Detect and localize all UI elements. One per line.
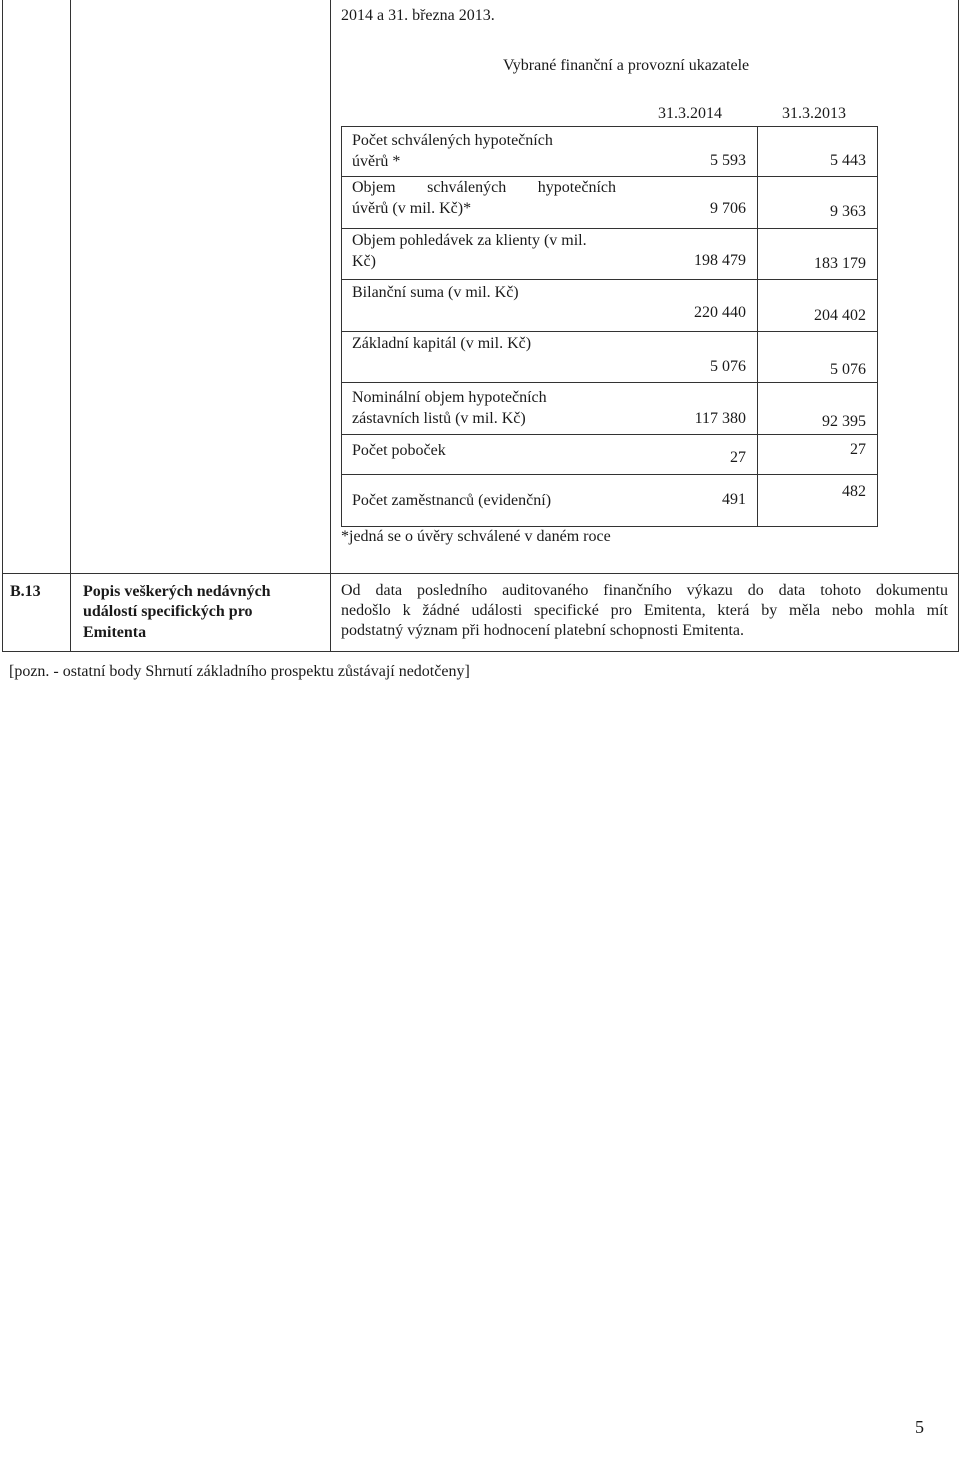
value-2013-approved-loans-count: 5 443 (830, 152, 866, 169)
row-label-approved-loans-volume-line2: úvěrů (v mil. Kč)* (352, 200, 472, 217)
row-label-client-receivables-line2: Kč) (352, 253, 376, 270)
value-2014-approved-loans-volume: 9 706 (710, 200, 746, 217)
column-header-2013: 31.3.2013 (782, 105, 846, 122)
table-title: Vybrané finanční a provozní ukazatele (503, 57, 750, 74)
editorial-note: [pozn. - ostatní body Shrnutí základního prospektu zůstávají nedotčeny] (9, 663, 470, 680)
row-label-employees: Počet zaměstnanců (evidenční) (352, 492, 552, 509)
value-2014-mortgage-bonds: 117 380 (694, 410, 746, 427)
value-2014-client-receivables: 198 479 (694, 252, 746, 269)
value-2014-approved-loans-count: 5 593 (710, 152, 746, 169)
section-body-b13-line2: nedošlo k žádné události specifické pro Emitenta, která by měla nebo mohla mít (341, 602, 948, 619)
value-2013-share-capital: 5 076 (830, 361, 866, 378)
row-label-balance-sum: Bilanční suma (v mil. Kč) (352, 284, 519, 301)
value-2013-approved-loans-volume: 9 363 (830, 203, 866, 220)
section-code-b13: B.13 (10, 583, 41, 600)
row-label-mortgage-bonds-line1: Nominální objem hypotečních (352, 389, 547, 406)
row-label-approved-loans-count-line2: úvěrů * (352, 153, 401, 170)
row-label-share-capital: Základní kapitál (v mil. Kč) (352, 335, 532, 352)
section-body-b13-line3: podstatný význam při hodnocení platební schopnosti Emitenta. (341, 622, 745, 639)
value-2013-client-receivables: 183 179 (814, 255, 866, 272)
value-2013-employees: 482 (842, 483, 866, 500)
section-heading-b13-line2: událostí specifických pro (83, 603, 253, 620)
intro-text-tail: 2014 a 31. března 2013. (341, 7, 495, 24)
value-2014-balance-sum: 220 440 (694, 304, 746, 321)
value-2013-mortgage-bonds: 92 395 (822, 413, 866, 430)
page-number: 5 (915, 1417, 924, 1437)
value-2014-share-capital: 5 076 (710, 358, 746, 375)
column-header-2014: 31.3.2014 (658, 105, 722, 122)
value-2014-employees: 491 (722, 491, 746, 508)
section-heading-b13-line3: Emitenta (83, 624, 147, 641)
row-label-approved-loans-volume-line1: Objem schválených hypotečních (352, 179, 616, 196)
value-2014-branches: 27 (730, 449, 746, 466)
table-footnote: *jedná se o úvěry schválené v daném roce (341, 528, 611, 545)
section-heading-b13-line1: Popis veškerých nedávných (83, 583, 271, 600)
value-2013-branches: 27 (850, 441, 866, 458)
row-label-client-receivables-line1: Objem pohledávek za klienty (v mil. (352, 232, 587, 249)
row-label-mortgage-bonds-line2: zástavních listů (v mil. Kč) (352, 410, 526, 427)
value-2013-balance-sum: 204 402 (814, 307, 866, 324)
row-label-approved-loans-count-line1: Počet schválených hypotečních (352, 132, 553, 149)
row-label-branches: Počet poboček (352, 442, 446, 459)
section-body-b13-line1: Od data posledního auditovaného finančního výkazu do data tohoto dokumentu (341, 582, 948, 599)
